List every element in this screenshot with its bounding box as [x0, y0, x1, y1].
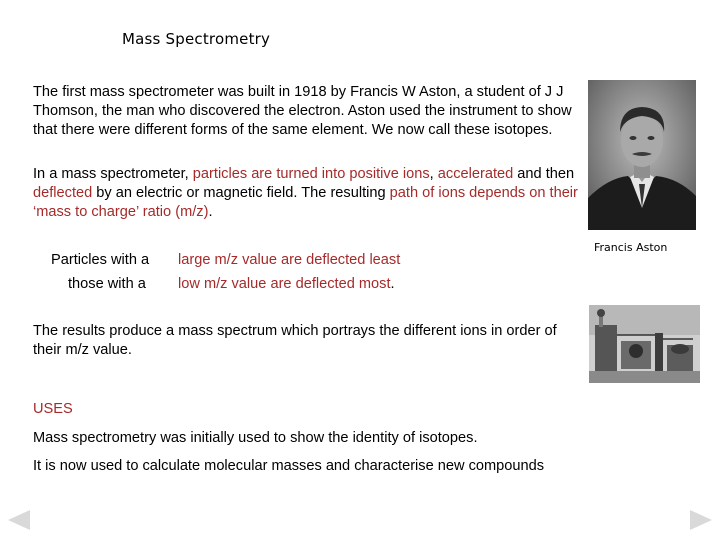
process-text-1: In a mass spectrometer, [33, 166, 193, 182]
process-highlight-deflected: deflected [33, 185, 93, 201]
aston-portrait-image [588, 80, 696, 230]
deflection-row2-value: low m/z value are deflected most [178, 276, 391, 292]
uses-line-1: Mass spectrometry was initially used to show the identity of isotopes. [33, 430, 478, 446]
deflection-row2 [178, 275, 395, 294]
process-highlight-accelerated: accelerated [437, 166, 514, 182]
process-highlight-ions: particles are turned into positive ions [192, 166, 430, 182]
process-text-5: . [208, 204, 213, 220]
slide-title: Mass Spectrometry [122, 30, 271, 48]
previous-slide-icon[interactable] [8, 510, 30, 530]
uses-heading: USES [33, 401, 73, 417]
portrait-caption: Francis Aston [594, 241, 668, 254]
process-text-2: , [429, 166, 438, 182]
deflection-row2-label: those with a [68, 276, 146, 292]
process-text-4: by an electric or magnetic field. The resulting [92, 185, 390, 201]
deflection-row2-end: . [390, 276, 395, 292]
intro-paragraph: The first mass spectrometer was built in 1918 by Francis W Aston, a student of J J Thomson, the man who discovered the electron. Aston used the instrument to show that there were different forms of the same element. We now call these isotopes. [33, 84, 572, 138]
results-paragraph: The results produce a mass spectrum which portrays the different ions in order of their m/z value. [33, 323, 557, 358]
process-text-3: and then [513, 166, 575, 182]
process-highlight-path: path of ions depends on their ‘mass to charge’ ratio (m/z) [33, 185, 578, 220]
deflection-row1-label: Particles with a [51, 252, 150, 268]
next-slide-icon[interactable] [690, 510, 712, 530]
process-paragraph [33, 165, 583, 222]
lab-equipment-image [589, 305, 700, 383]
deflection-row1-value: large m/z value are deflected least [178, 252, 401, 268]
uses-line-2: It is now used to calculate molecular masses and characterise new compounds [33, 458, 545, 474]
